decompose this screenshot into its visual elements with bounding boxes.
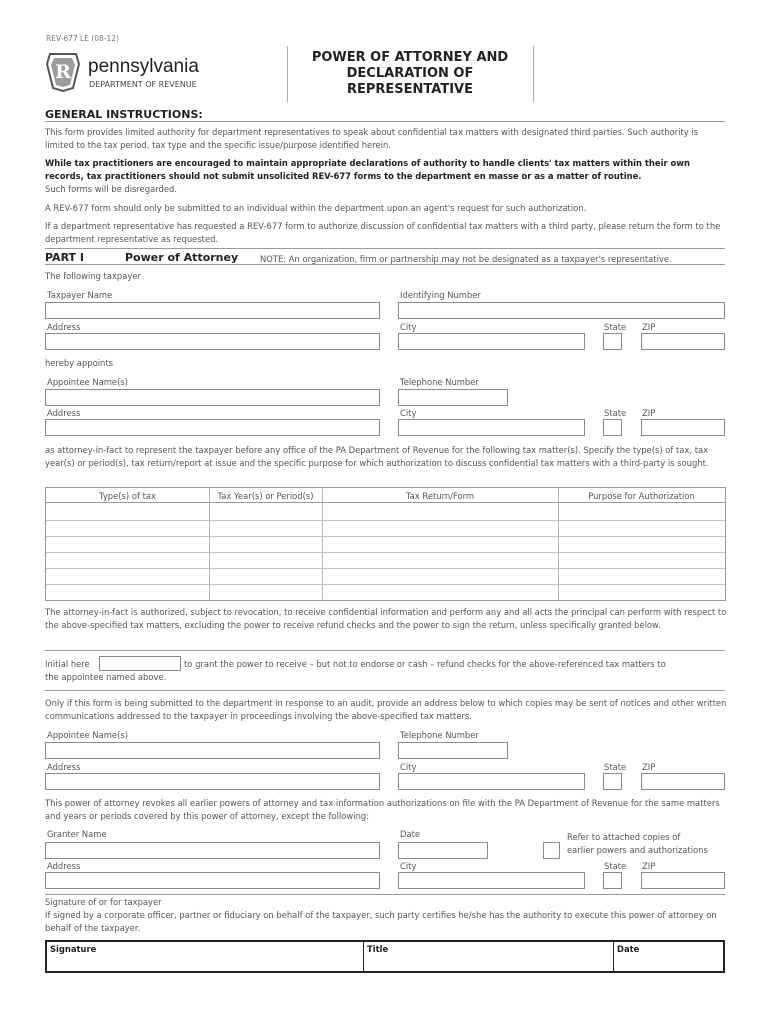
part1-note: NOTE: An organization, firm or partnership may not be designated as a taxpayer's representative. (260, 254, 672, 264)
part1-label: PART I (45, 251, 84, 264)
grantor-city-input[interactable] (398, 872, 585, 889)
following-taxpayer: The following taxpayer (45, 271, 141, 281)
signature-heading: Signature of or for taxpayer (45, 897, 162, 907)
col-tax-return: Tax Return/Form (405, 491, 475, 501)
keystone-logo-icon (46, 52, 80, 92)
identifying-number-label: Identifying Number (400, 290, 481, 300)
audit-state-input[interactable] (603, 773, 622, 790)
grantor-state-label: State (604, 861, 627, 871)
appointee-names-input[interactable] (45, 389, 380, 406)
table-row-rule (46, 536, 725, 537)
appointee-zip-label: ZIP (642, 408, 656, 418)
taxpayer-state-input[interactable] (603, 333, 622, 350)
title-line-3: REPRESENTATIVE (347, 82, 473, 97)
signature-table (45, 940, 725, 973)
identifying-number-input[interactable] (398, 302, 725, 319)
appointee-telephone-label: Telephone Number (400, 377, 479, 387)
table-row-rule (46, 584, 725, 585)
grantor-address-input[interactable] (45, 872, 380, 889)
general-p2-tail: Such forms will be disregarded. (45, 184, 177, 194)
grantor-zip-input[interactable] (641, 872, 725, 889)
refer-attached-checkbox[interactable] (543, 842, 560, 859)
header-divider-right (533, 46, 534, 102)
taxpayer-name-input[interactable] (45, 302, 380, 319)
date-col-label: Date (617, 944, 640, 954)
audit-city-input[interactable] (398, 773, 585, 790)
audit-state-label: State (604, 762, 627, 772)
part1-underline (45, 264, 725, 265)
audit-text: Only if this form is being submitted to the department in response to an audit, provide an address below to which copies may be sent of notices and other written communications addressed to the taxpayer in proceedings involving the above-specified tax matters. (45, 698, 727, 721)
refer-line-2: earlier powers and authorizations (567, 845, 708, 855)
audit-appointee-names-label: Appointee Name(s) (47, 730, 128, 740)
initial-text-line1: to grant the power to receive – but not to endorse or cash – refund checks for the above-referenced tax matters to (184, 659, 666, 669)
state-name: pennsylvania (88, 56, 199, 77)
grantor-city-label: City (400, 861, 417, 871)
grantor-state-input[interactable] (603, 872, 622, 889)
general-p2: While tax practitioners are encouraged to maintain appropriate declarations of authority to handle clients' tax matters within their own records, tax practitioners should not submit unsolicited REV-677 forms to the department en masse or as a matter of routine. (45, 158, 690, 181)
signature-col-label: Signature (50, 944, 97, 954)
audit-address-label: Address (47, 762, 81, 772)
grantor-zip-label: ZIP (642, 861, 656, 871)
grantor-name-input[interactable] (45, 842, 380, 859)
appointee-state-label: State (604, 408, 627, 418)
appointee-city-input[interactable] (398, 419, 585, 436)
general-p3: A REV-677 form should only be submitted to an individual within the department upon an agent's request for such authorization. (45, 203, 587, 213)
appointee-city-label: City (400, 408, 417, 418)
date-field[interactable] (616, 955, 721, 970)
table-row-rule (46, 552, 725, 553)
tax-matters-table (45, 487, 726, 601)
grantor-name-label: Granter Name (47, 829, 107, 839)
col-tax-year: Tax Year(s) or Period(s) (217, 491, 314, 501)
audit-top-rule (45, 690, 725, 691)
appointee-address-input[interactable] (45, 419, 380, 436)
taxpayer-address-label: Address (47, 322, 81, 332)
appointee-telephone-input[interactable] (398, 389, 508, 406)
signature-certify: If signed by a corporate officer, partner or fiduciary on behalf of the taxpayer, such party certifies he/she has the authority to execute this power of attorney on behalf of the taxpayer. (45, 910, 717, 933)
logo-letter: R (55, 61, 71, 83)
taxpayer-city-input[interactable] (398, 333, 585, 350)
audit-zip-label: ZIP (642, 762, 656, 772)
taxpayer-state-label: State (604, 322, 627, 332)
title-line-1: POWER OF ATTORNEY AND (311, 50, 509, 65)
audit-address-input[interactable] (45, 773, 380, 790)
appointee-zip-input[interactable] (641, 419, 725, 436)
refer-line-1: Refer to attached copies of (567, 832, 681, 842)
taxpayer-name-label: Taxpayer Name (47, 290, 113, 300)
part1-title: Power of Attorney (125, 251, 239, 264)
taxpayer-city-label: City (400, 322, 417, 332)
title-col-label: Title (367, 944, 389, 954)
initial-text-line2: the appointee named above. (45, 672, 167, 682)
authorized-text: The attorney-in-fact is authorized, subject to revocation, to receive confidential information and perform any and all acts the principal can perform with respect to the above-specified tax matters, excluding the power to receive refund checks and the power to sign the return, unless specifically granted below. (45, 607, 727, 630)
signature-field[interactable] (49, 955, 361, 970)
taxpayer-zip-input[interactable] (641, 333, 725, 350)
header-divider-left (287, 46, 288, 102)
part1-top-rule (45, 248, 725, 249)
initial-here-label: Initial here (45, 659, 90, 669)
col-purpose: Purpose for Authorization (588, 491, 695, 501)
general-instructions-heading: GENERAL INSTRUCTIONS: (45, 108, 203, 121)
initial-here-input[interactable] (99, 656, 181, 671)
appointee-address-label: Address (47, 408, 81, 418)
audit-city-label: City (400, 762, 417, 772)
appointee-state-input[interactable] (603, 419, 622, 436)
title-line-2: DECLARATION OF (346, 66, 474, 81)
grantor-date-label: Date (400, 829, 421, 839)
grantor-date-input[interactable] (398, 842, 488, 859)
table-row-rule (46, 568, 725, 569)
hereby-appoints: hereby appoints (45, 358, 113, 368)
attorney-in-fact-text: as attorney-in-fact to represent the taxpayer before any office of the PA Department of Revenue for the following tax matter(s). Specify the type(s) of tax, tax year(s) or period(s), tax return/report at issue and the specific purpose for which authorization to discuss confidential tax matters with a third-party is sought. (45, 445, 709, 468)
initial-top-rule (45, 650, 725, 651)
col-type-of-tax: Type(s) of tax (99, 491, 156, 501)
audit-telephone-label: Telephone Number (400, 730, 479, 740)
general-underline (45, 121, 725, 122)
form-title (290, 50, 530, 98)
general-p4: If a department representative has requested a REV-677 form to authorize discussion of confidential tax matters with a third party, please return the form to the department representative as requested. (45, 221, 721, 244)
appointee-names-label: Appointee Name(s) (47, 377, 128, 387)
taxpayer-address-input[interactable] (45, 333, 380, 350)
revokes-text: This power of attorney revokes all earlier powers of attorney and tax information authorizations on file with the PA Department of Revenue for the same matters and years or periods covered by this power of attorney, except the following: (45, 798, 720, 821)
taxpayer-zip-label: ZIP (642, 322, 656, 332)
signature-divider-1 (363, 942, 364, 971)
signature-divider-2 (613, 942, 614, 971)
form-code: REV-677 LE (08-12) (46, 34, 119, 43)
department-name: DEPARTMENT OF REVENUE (89, 80, 197, 89)
grantor-address-label: Address (47, 861, 81, 871)
title-field[interactable] (366, 955, 611, 970)
table-row-rule (46, 520, 725, 521)
signature-top-rule (45, 894, 725, 895)
table-header-rule (46, 502, 725, 503)
general-p1: This form provides limited authority for department representatives to speak about confidential tax matters with designated third parties. Such authority is limited to the tax period, tax type and the specific issue/purpose identified herein. (45, 127, 699, 150)
audit-telephone-input[interactable] (398, 742, 508, 759)
audit-zip-input[interactable] (641, 773, 725, 790)
audit-appointee-names-input[interactable] (45, 742, 380, 759)
